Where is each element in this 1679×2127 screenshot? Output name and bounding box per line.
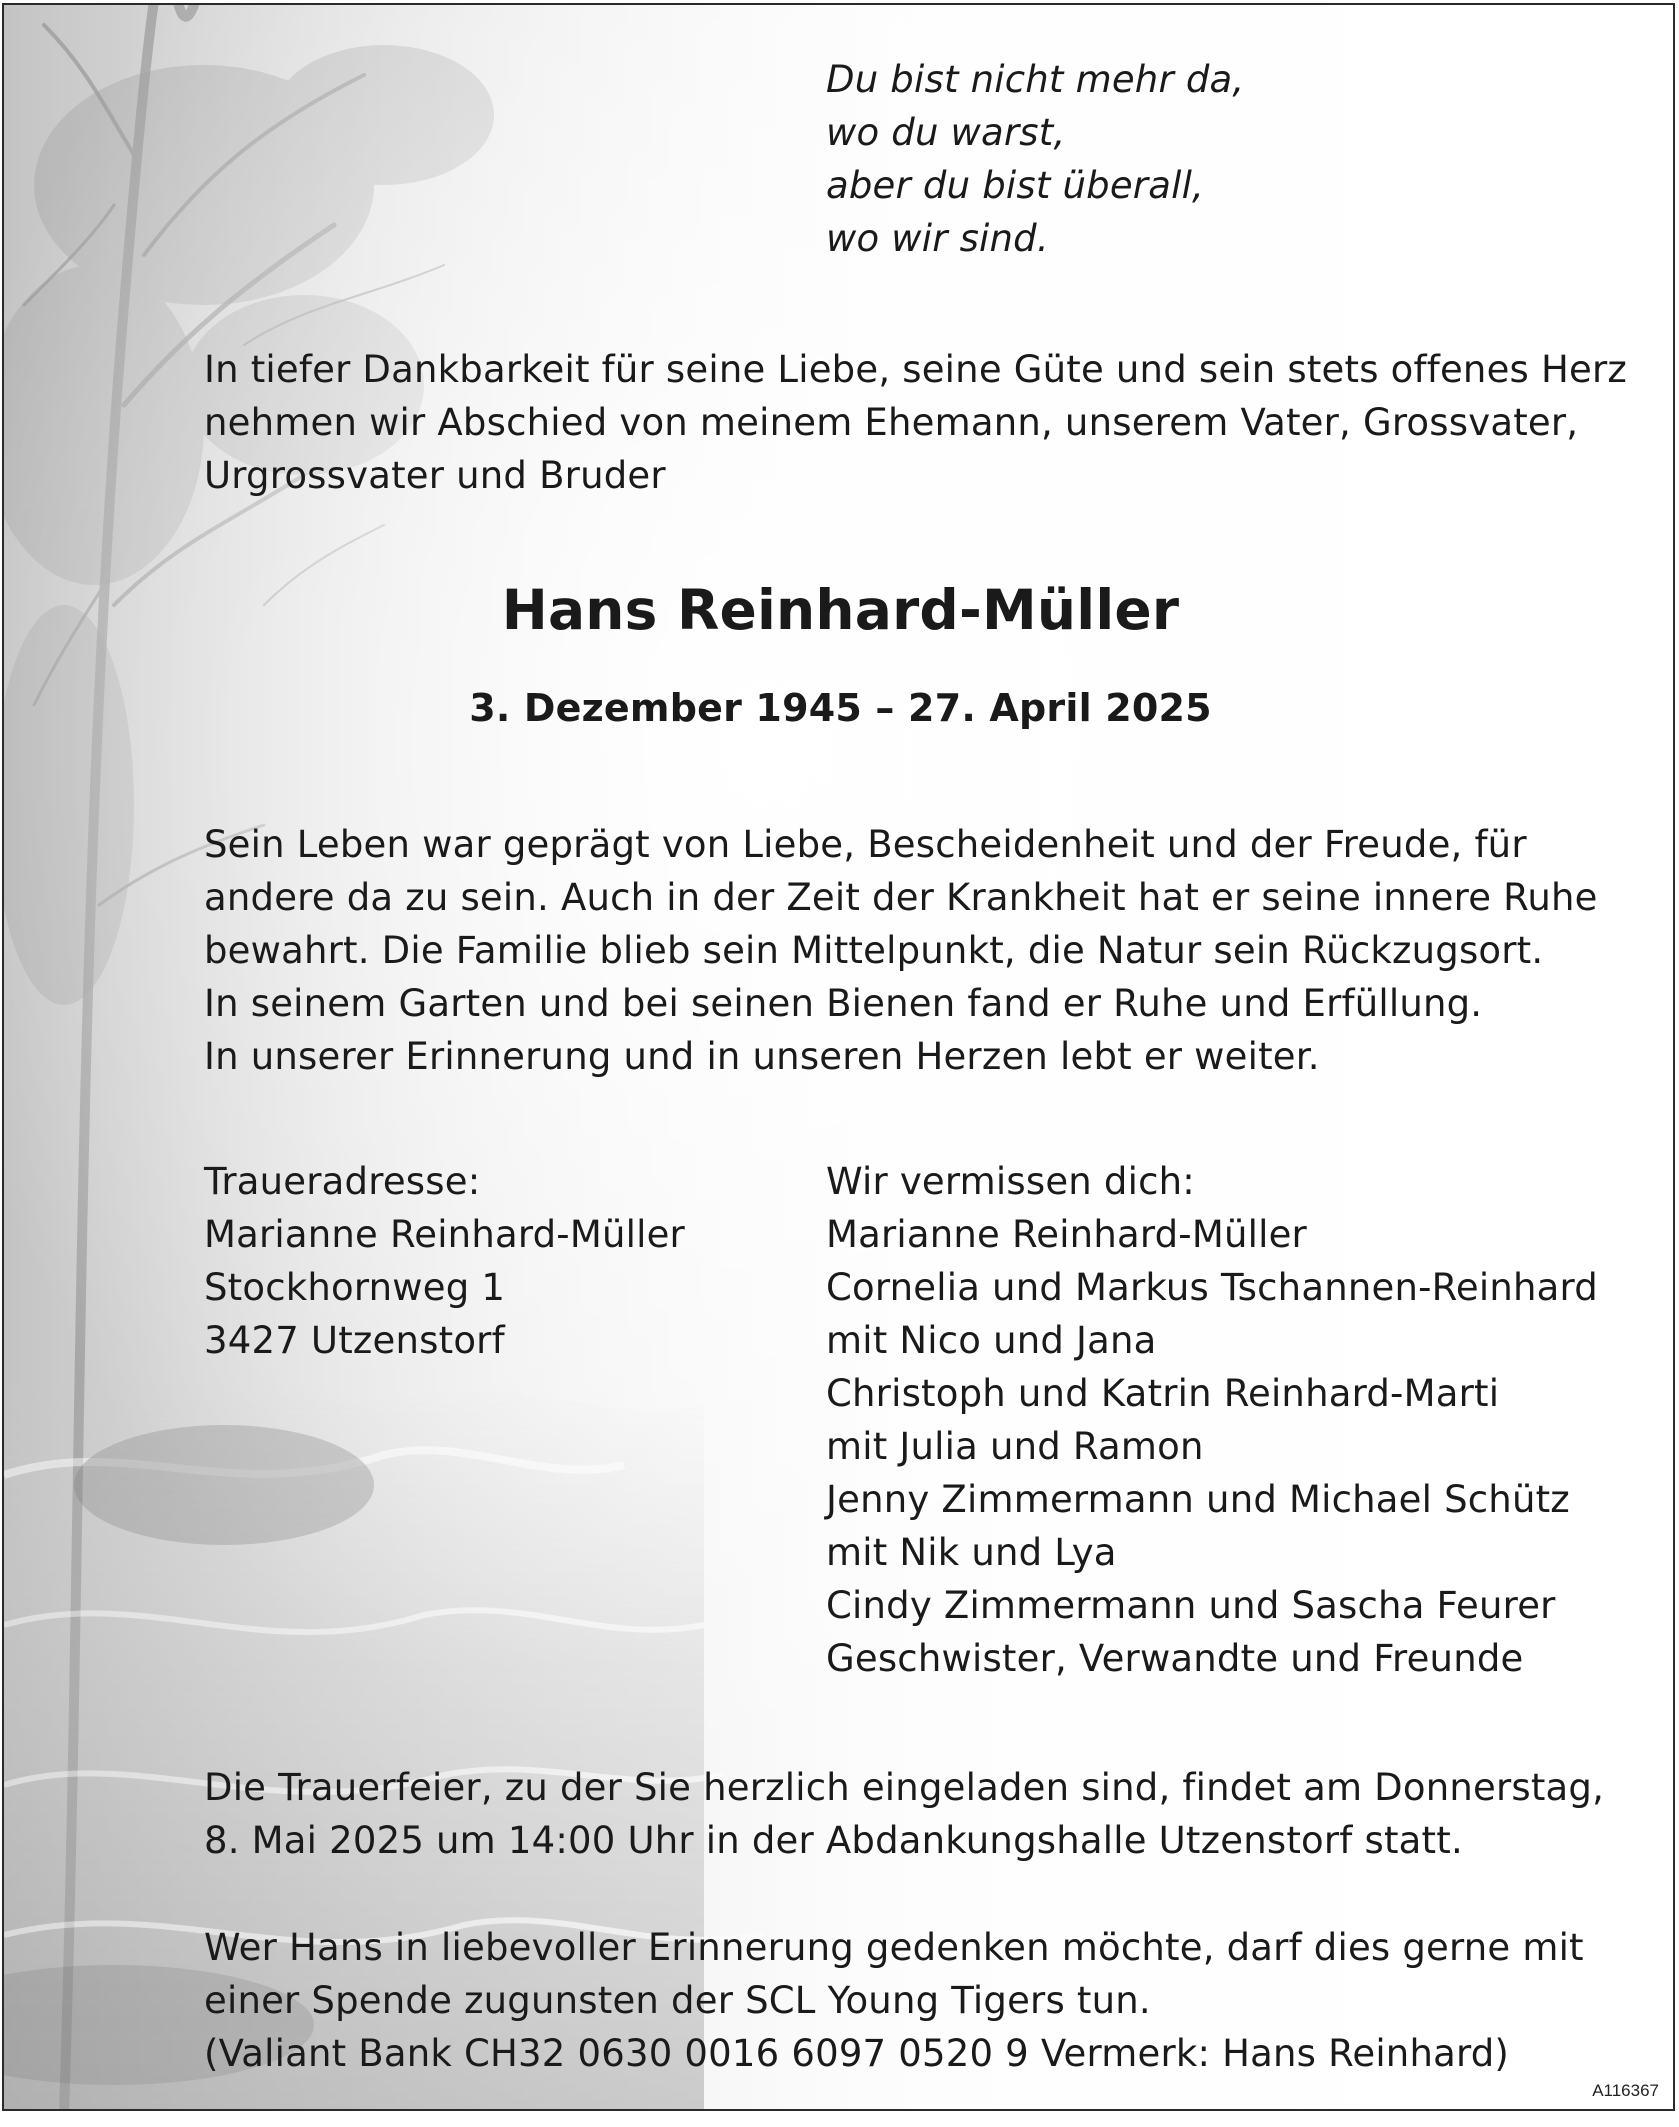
intro-line-2: nehmen wir Abschied von meinem Ehemann, unserem Vater, Grossvater, bbox=[204, 401, 1579, 444]
address-heading: Traueradresse: bbox=[204, 1160, 481, 1203]
address-city: 3427 Utzenstorf bbox=[204, 1319, 505, 1362]
mourner-line: Marianne Reinhard-Müller bbox=[826, 1213, 1307, 1256]
donation-line-1: Wer Hans in liebevoller Erinnerung gedenken möchte, darf dies gerne mit bbox=[204, 1926, 1584, 1969]
poem-line-4: wo wir sind. bbox=[826, 217, 1049, 260]
mourner-line: Jenny Zimmermann und Michael Schütz bbox=[826, 1478, 1570, 1521]
intro-line-1: In tiefer Dankbarkeit für seine Liebe, seine Güte und sein stets offenes Herz bbox=[204, 348, 1627, 391]
life-line-5: In unserer Erinnerung und in unseren Herzen lebt er weiter. bbox=[204, 1035, 1320, 1078]
intro-line-3: Urgrossvater und Bruder bbox=[204, 454, 666, 497]
address-name: Marianne Reinhard-Müller bbox=[204, 1213, 685, 1256]
life-line-1: Sein Leben war geprägt von Liebe, Bescheidenheit und der Freude, für bbox=[204, 823, 1527, 866]
mourners-heading: Wir vermissen dich: bbox=[826, 1160, 1195, 1203]
mourner-line: mit Nico und Jana bbox=[826, 1319, 1157, 1362]
deceased-name: Hans Reinhard-Müller bbox=[501, 578, 1180, 642]
mourner-line: Geschwister, Verwandte und Freunde bbox=[826, 1637, 1524, 1680]
mourner-line: mit Julia und Ramon bbox=[826, 1425, 1204, 1468]
obituary-frame bbox=[2, 3, 1675, 2111]
mourner-line: Cindy Zimmermann und Sascha Feurer bbox=[826, 1584, 1556, 1627]
ceremony-line-2: 8. Mai 2025 um 14:00 Uhr in der Abdankungshalle Utzenstorf statt. bbox=[204, 1819, 1463, 1862]
address-street: Stockhornweg 1 bbox=[204, 1266, 506, 1309]
ceremony-line-1: Die Trauerfeier, zu der Sie herzlich eingeladen sind, findet am Donnerstag, bbox=[204, 1766, 1605, 1809]
mourner-line: mit Nik und Lya bbox=[826, 1531, 1117, 1574]
life-line-4: In seinem Garten und bei seinen Bienen fand er Ruhe und Erfüllung. bbox=[204, 982, 1483, 1025]
poem-line-3: aber du bist überall, bbox=[826, 164, 1205, 207]
mourner-line: Cornelia und Markus Tschannen-Reinhard bbox=[826, 1266, 1598, 1309]
donation-line-2: einer Spende zugunsten der SCL Young Tigers tun. bbox=[204, 1979, 1151, 2022]
mourner-line: Christoph und Katrin Reinhard-Marti bbox=[826, 1372, 1500, 1415]
life-line-3: bewahrt. Die Familie blieb sein Mittelpunkt, die Natur sein Rückzugsort. bbox=[204, 929, 1544, 972]
life-line-2: andere da zu sein. Auch in der Zeit der Krankheit hat er seine innere Ruhe bbox=[204, 876, 1598, 919]
poem-line-2: wo du warst, bbox=[826, 111, 1066, 154]
life-dates: 3. Dezember 1945 – 27. April 2025 bbox=[469, 686, 1212, 730]
reference-number: A116367 bbox=[1592, 2081, 1659, 2100]
poem-line-1: Du bist nicht mehr da, bbox=[826, 58, 1245, 101]
donation-line-3: (Valiant Bank CH32 0630 0016 6097 0520 9 Vermerk: Hans Reinhard) bbox=[204, 2032, 1510, 2075]
